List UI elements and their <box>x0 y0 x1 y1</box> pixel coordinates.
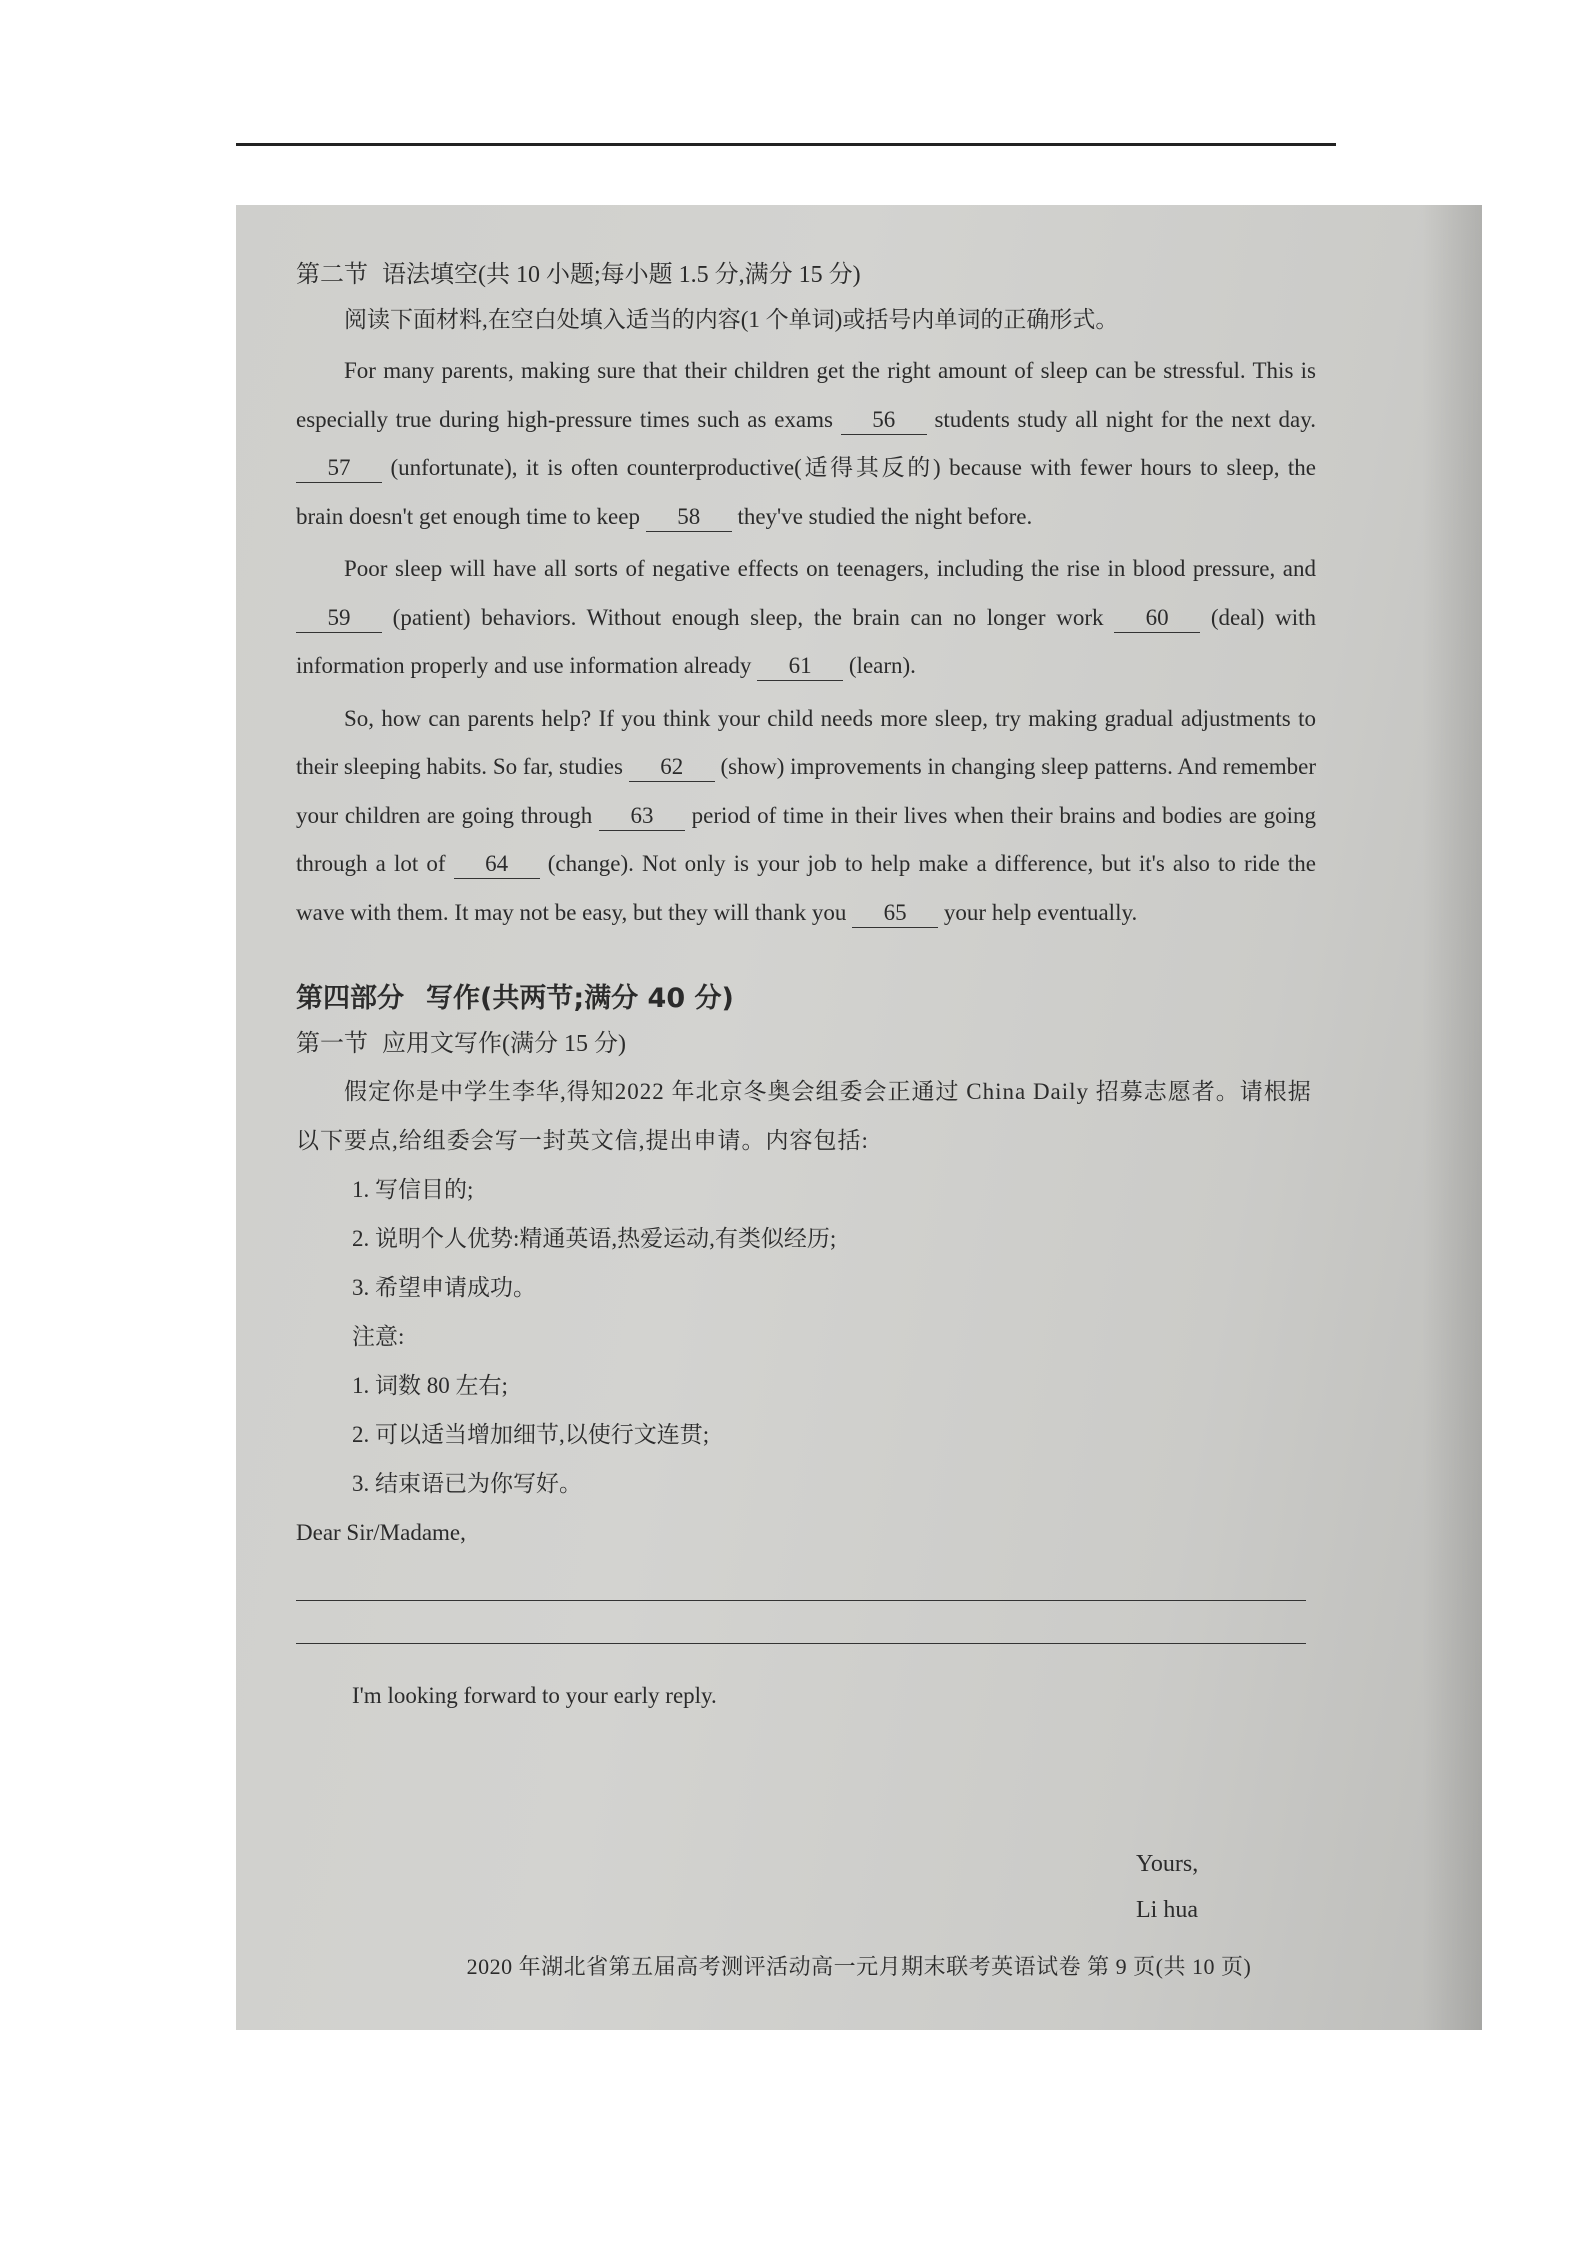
grammar-instruction: 阅读下面材料,在空白处填入适当的内容(1 个单词)或括号内单词的正确形式。 <box>344 307 1119 332</box>
top-rule <box>236 143 1336 146</box>
note-1: 1. 词数 80 左右; <box>352 1373 508 1398</box>
writing-section-header <box>296 1021 1316 1067</box>
passage-text: (patient) behaviors. Without enough sleep, the brain can no longer work <box>392 604 1104 630</box>
blank-57[interactable]: 57 <box>296 454 382 483</box>
task-point-3: 3. 希望申请成功。 <box>352 1275 536 1300</box>
writing-section-heading: 第一节 <box>296 1031 368 1057</box>
letter-closing: I'm looking forward to your early reply. <box>352 1683 717 1708</box>
blank-64[interactable]: 64 <box>454 850 540 879</box>
page-edge-shadow <box>1422 205 1482 2030</box>
passage-text: your help eventually. <box>943 899 1138 925</box>
blank-61[interactable]: 61 <box>757 652 843 681</box>
grammar-section-heading: 第二节 <box>296 262 368 288</box>
blank-59[interactable]: 59 <box>296 604 382 633</box>
answer-line-2[interactable] <box>296 1643 1306 1644</box>
letter-salutation: Dear Sir/Madame, <box>296 1520 466 1545</box>
blank-62[interactable]: 62 <box>629 753 715 782</box>
passage-text: (change). Not only is your job to help make a difference, but it's also to ride the wave with them. It may not be easy, but they will thank you <box>296 851 1317 925</box>
blank-63[interactable]: 63 <box>599 802 685 831</box>
passage-text: students study all night for the next day. <box>934 406 1317 432</box>
passage-paragraph-1 <box>296 347 1316 541</box>
writing-part-header <box>296 977 1316 1021</box>
note-3: 3. 结束语已为你写好。 <box>352 1471 582 1496</box>
writing-part-title: 写作(共两节;满分 40 分) <box>426 983 734 1014</box>
sheet-content <box>296 253 1316 1720</box>
note-label: 注意: <box>352 1324 405 1349</box>
grammar-section-title: 语法填空(共 10 小题;每小题 1.5 分,满分 15 分) <box>382 262 861 288</box>
passage-text: (deal) with information properly and use information already <box>296 604 1317 678</box>
passage-text: they've studied the night before. <box>737 503 1033 529</box>
note-2: 2. 可以适当增加细节,以使行文连贯; <box>352 1422 710 1447</box>
passage-text: Poor sleep will have all sorts of negative effects on teenagers, including the rise in blood pressure, and <box>344 556 1316 581</box>
passage-text: So, how can parents help? If you think your child needs more sleep, try making gradual adjustments to their sleeping habits. So far, studies <box>296 705 1316 779</box>
passage-text: (learn). <box>848 653 916 678</box>
blank-56[interactable]: 56 <box>841 406 927 435</box>
exam-sheet <box>236 205 1482 2030</box>
passage-text: period of time in their lives when their brains and bodies are going through a lot of <box>296 802 1317 876</box>
writing-task: 假定你是中学生李华,得知2022 年北京冬奥会组委会正通过 China Daily 招募志愿者。请根据以下要点,给组委会写一封英文信,提出申请。内容包括: <box>296 1079 1312 1153</box>
letter-signature: Li hua <box>1136 1897 1198 1923</box>
blank-58[interactable]: 58 <box>646 503 732 532</box>
writing-part-heading: 第四部分 <box>296 983 404 1014</box>
task-point-2: 2. 说明个人优势:精通英语,热爱运动,有类似经历; <box>352 1226 837 1251</box>
task-point-1: 1. 写信目的; <box>352 1177 474 1202</box>
passage-text: (unfortunate), it is often counterproductive(适得其反的) because with fewer hours to sleep, the brain doesn't get enough time to keep <box>296 455 1317 529</box>
passage-text: For many parents, making sure that their children get the right amount of sleep can be stressful. This is especially true during high-pressure times such as exams <box>296 358 1316 432</box>
writing-section-title: 应用文写作(满分 15 分) <box>382 1031 626 1057</box>
passage-paragraph-3 <box>296 695 1316 938</box>
passage-text: (show) improvements in changing sleep patterns. And remember your children are going through <box>296 754 1317 828</box>
passage-paragraph-2 <box>296 545 1316 691</box>
blank-60[interactable]: 60 <box>1114 604 1200 633</box>
answer-line-1[interactable] <box>296 1600 1306 1601</box>
grammar-section-header <box>296 253 1316 297</box>
blank-65[interactable]: 65 <box>852 899 938 928</box>
letter-yours: Yours, <box>1136 1851 1199 1877</box>
page-footer: 2020 年湖北省第五届高考测评活动高一元月期末联考英语试卷 第 9 页(共 10 页) <box>466 1954 1252 1979</box>
